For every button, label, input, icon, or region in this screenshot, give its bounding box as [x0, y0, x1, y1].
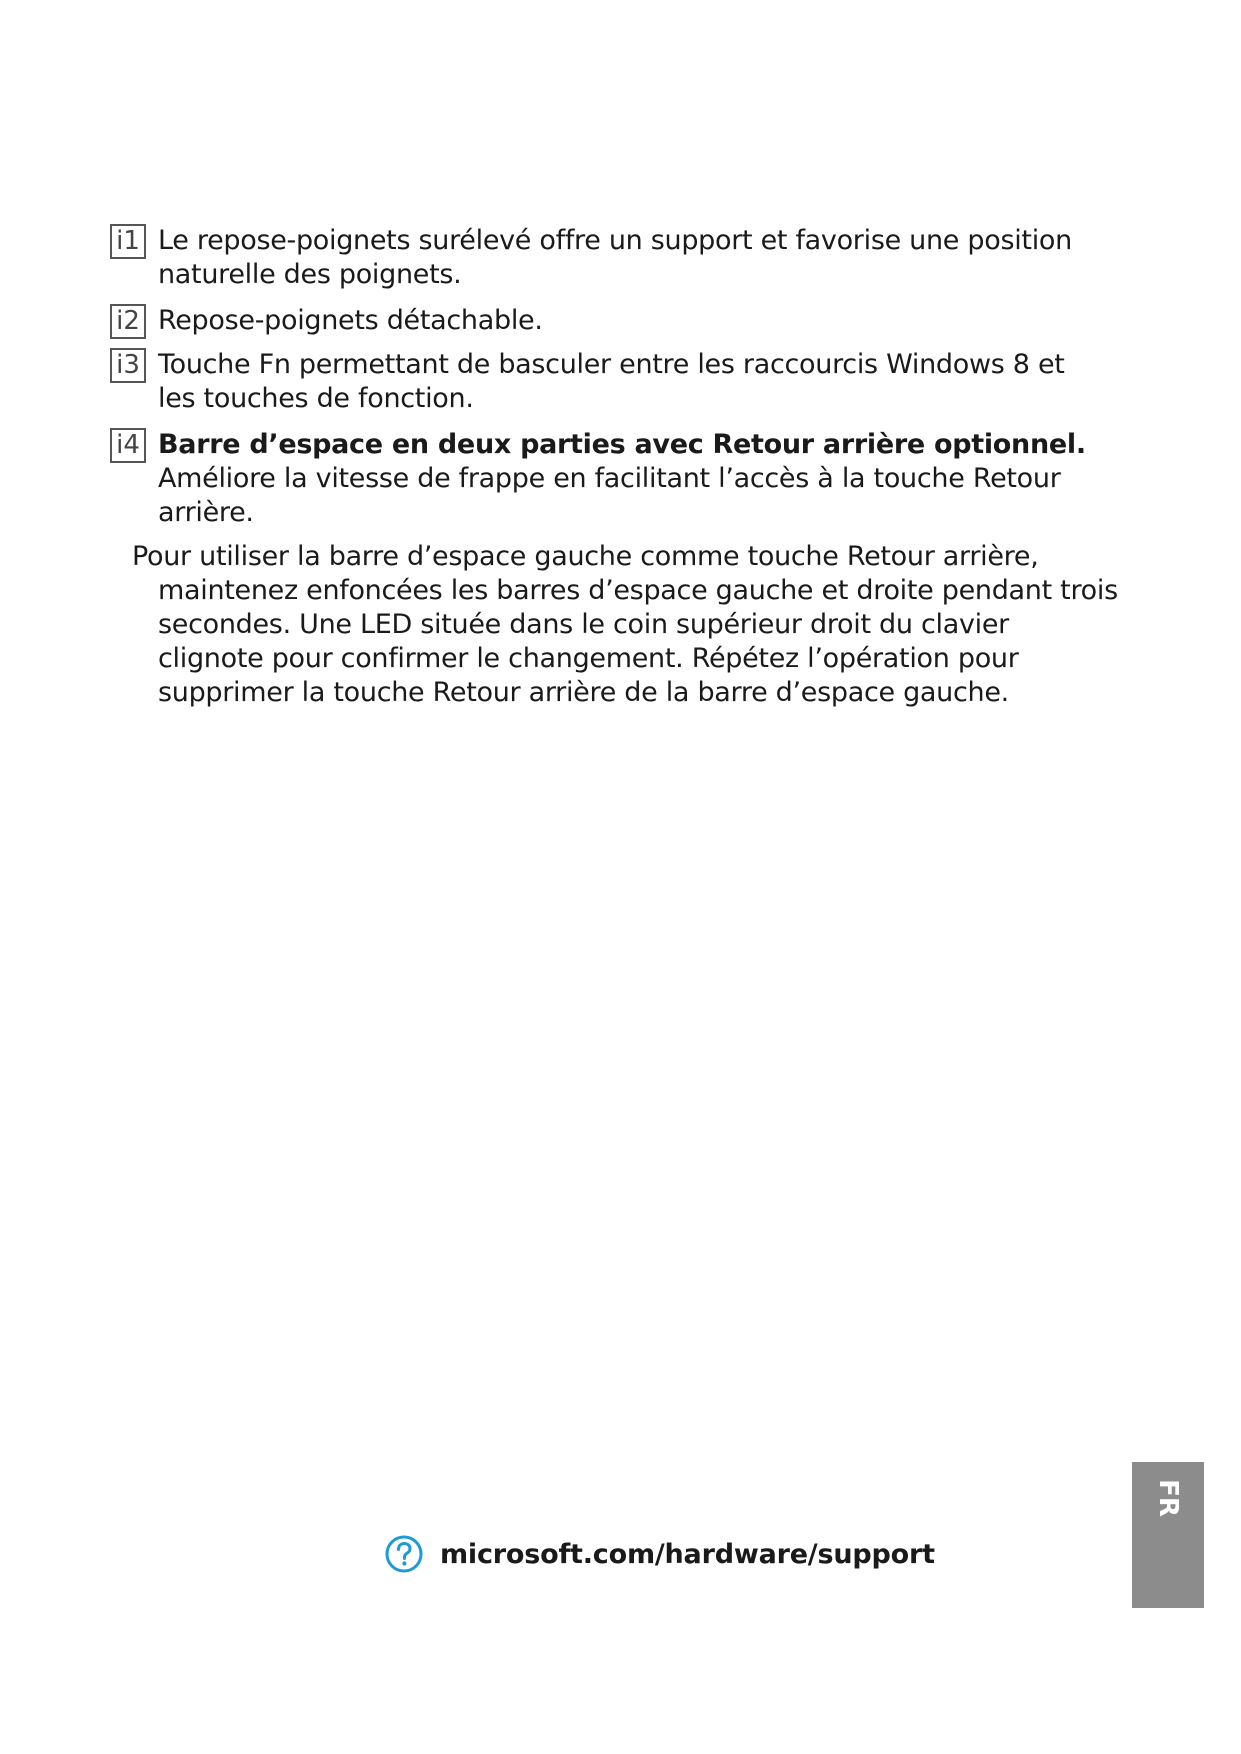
feature-text-2: Repose-poignets détachable.: [158, 305, 543, 336]
instruction-paragraph: Pour utiliser la barre d’espace gauche comme touche Retour arrière, maintenez enfoncées les barres d’espace gauche et droite pendant trois secondes. Une LED située dans le coin supérieur droit du clavier clignote pour confirmer le changement. Répétez l’opération pour supprimer la touche Retour arrière de la barre d’espace gauche.: [132, 541, 1118, 708]
support-footer: [384, 1530, 935, 1578]
feature-marker-i3: i3: [110, 348, 146, 383]
feature-marker-i4: i4: [110, 428, 146, 463]
help-circle-icon: [384, 1534, 424, 1574]
language-tab: [1132, 1462, 1204, 1608]
feature-text-1: Le repose-poignets surélevé offre un support et favorise une position naturelle des poignets.: [158, 225, 1072, 290]
feature-text-4: [158, 428, 1108, 530]
feature-description-4: Améliore la vitesse de frappe en facilitant l’accès à la touche Retour arrière.: [158, 463, 1061, 528]
support-link[interactable]: microsoft.com/hardware/support: [440, 1538, 935, 1570]
feature-text-3: Touche Fn permettant de basculer entre les raccourcis Windows 8 et les touches de fonction.: [158, 349, 1065, 414]
feature-marker-i2: i2: [110, 304, 146, 339]
feature-marker-i1: i1: [110, 224, 146, 259]
feature-heading-4: Barre d’espace en deux parties avec Retour arrière optionnel.: [158, 429, 1086, 460]
language-tab-label: FR: [1153, 1479, 1183, 1517]
